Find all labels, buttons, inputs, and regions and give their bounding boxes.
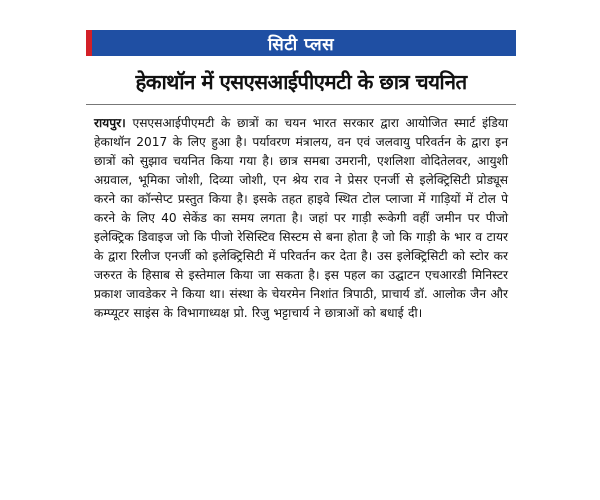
- section-label: सिटी प्लस: [267, 34, 335, 55]
- article-dateline: रायपुर।: [94, 116, 126, 130]
- article-headline: हेकाथॉन में एसएसआईपीएमटी के छात्र चयनित: [86, 68, 516, 105]
- article-body: [94, 114, 508, 323]
- newspaper-clipping: [86, 30, 516, 466]
- article-body-text: एसएसआईपीएमटी के छात्रों का चयन भारत सरकार द्वारा आयोजित स्मार्ट इंडिया हेकाथॉन 2017 के लिए हुआ है। पर्यावरण मंत्रालय, वन एवं जलवायु परिवर्तन के द्वारा इन छात्रों को सुझाव चयनित किया गया है। छात्र समबा उमरानी, एशलिशा वोदितेलवर, आयुशी अग्रवाल, भूमिका जोशी, दिव्या जोशी, एन श्रेय राव ने प्रेसर एनर्जी से इलेक्ट्रिसिटी प्रोड्यूस करने का कॉन्सेप्ट प्रस्तुत किया है। इसके तहत हाइवे स्थित टोल प्लाजा में गाड़ियों में टोल पे करने के लिए 40 सेकेंड का समय लगता है। जहां पर गाड़ी रूकेगी वहीं जमीन पर पीजो इलेक्ट्रिक डिवाइज जो कि पीजो रेसिस्टिव सिस्टम से बना होता है जो कि गाड़ी के भार व टायर के द्वारा रिलीज एनर्जी को इलेक्ट्रिसिटी में परिवर्तन कर देता है। उस इलेक्ट्रिसिटी को स्टोर कर जरुरत के हिसाब से इस्तेमाल किया जा सकता है। इस पहल का उद्घाटन एचआरडी मिनिस्टर प्रकाश जावडेकर ने किया था। संस्था के चेयरमेन निशांत त्रिपाठी, प्राचार्य डॉ. आलोक जैन और कम्प्यूटर साइंस के विभागाध्यक्ष प्रो. रिजु भट्टाचार्य ने छात्राओं को बधाई दी।: [94, 116, 508, 320]
- banner-accent-mark: [86, 30, 92, 56]
- section-banner: [86, 30, 516, 56]
